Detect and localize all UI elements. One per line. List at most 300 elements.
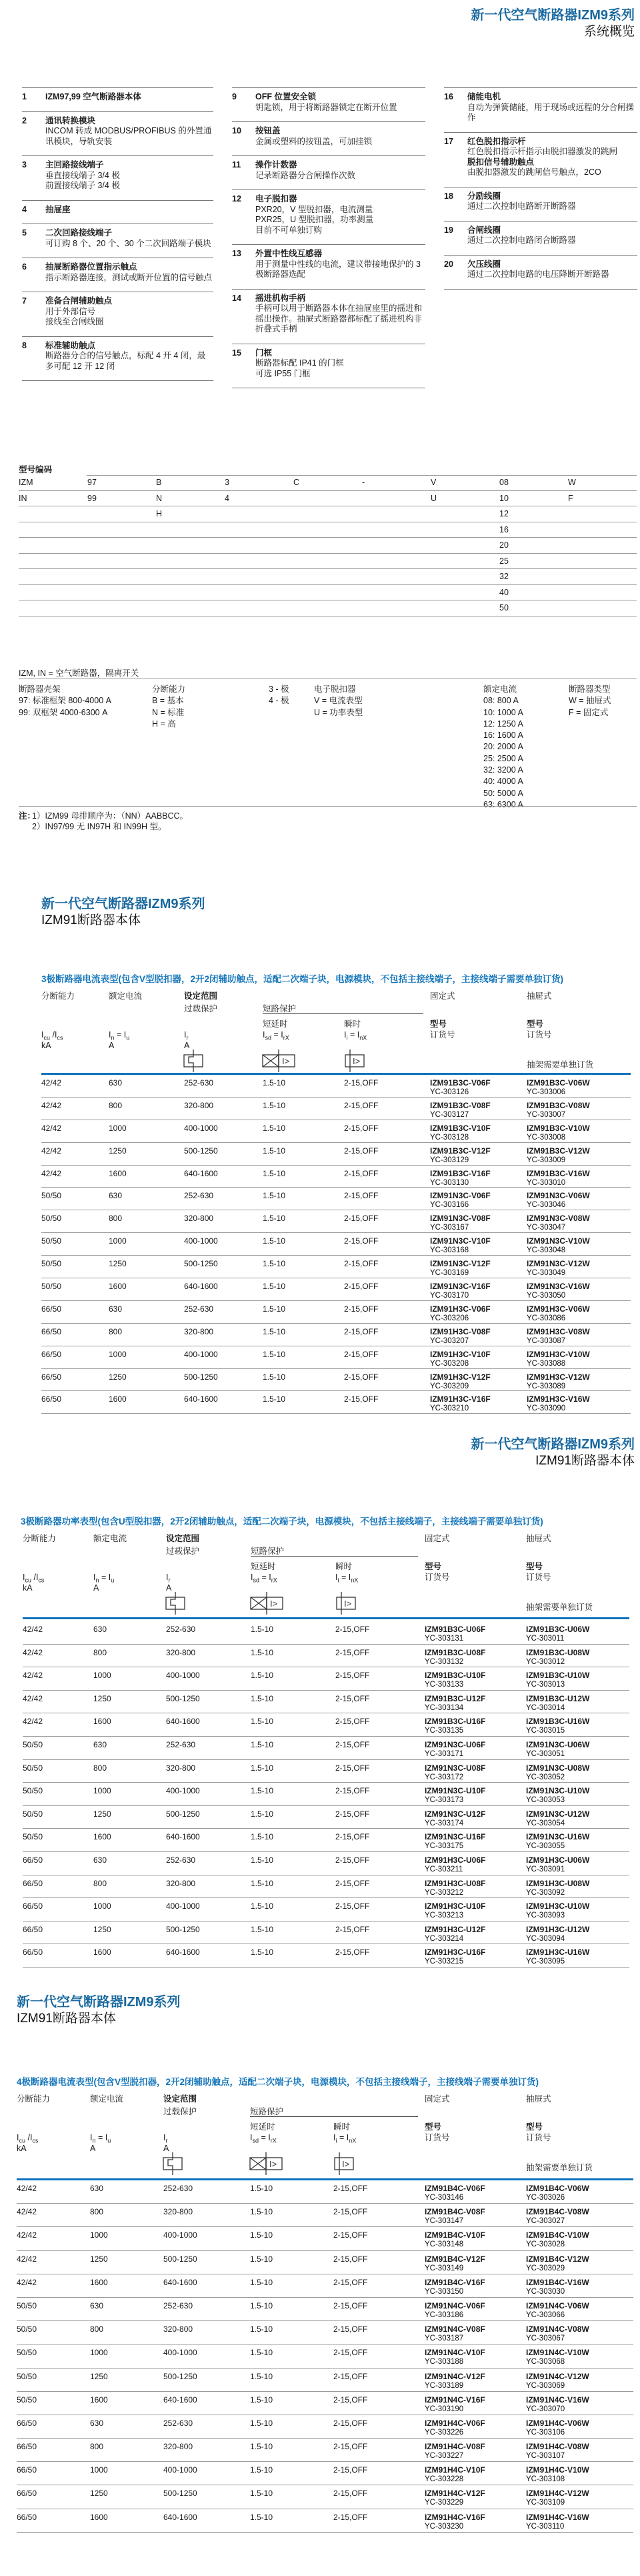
part-line: 断路器标配 IP41 的门框 <box>255 358 344 368</box>
withdrawable-order-number: YC-303046 <box>527 1201 566 1210</box>
table-title: 3极断路器功率表型(包含U型脱扣器，2开2闭辅助触点，适配二次端子块，电源模块，不包括主接线端子，主接线端子需要单独订货) <box>21 1517 543 1527</box>
table-row <box>23 1691 629 1714</box>
part-lines <box>255 249 425 280</box>
cell-breaking-capacity: 66/50 <box>17 2465 37 2475</box>
section-header <box>471 1436 635 1469</box>
product-table-rows <box>41 1075 631 1414</box>
cell-short-delay: 1.5-10 <box>263 1304 286 1314</box>
fixed-order-number: YC-303190 <box>425 2405 464 2413</box>
model-label: 型号 <box>526 2122 543 2132</box>
part-line: 操作计数器 <box>255 160 297 169</box>
order-number-label: 订货号 <box>527 1030 552 1039</box>
table-row <box>23 1806 629 1829</box>
withdrawable-model: IZM91H3C-V08W <box>527 1326 590 1336</box>
cell-instantaneous: 2-15,OFF <box>335 1739 370 1749</box>
cell-withdrawable <box>527 1214 631 1232</box>
model-code-rows <box>19 475 637 616</box>
cell-overload-range: 640-1600 <box>166 1717 200 1727</box>
withdrawable-model: IZM91N3C-V06W <box>527 1191 590 1201</box>
cell-fixed <box>425 2395 526 2415</box>
part-item <box>444 221 637 255</box>
instantaneous-icon <box>329 2152 359 2175</box>
cell-rated-current: 1250 <box>90 2254 108 2264</box>
cell-fixed <box>425 2324 526 2344</box>
part-line: 主回路接线端子 <box>45 160 104 169</box>
cell-rated-current: 1000 <box>109 1236 127 1246</box>
withdrawable-model: IZM91B3C-V12W <box>527 1146 590 1156</box>
order-number-label: 订货号 <box>526 1573 551 1582</box>
withdrawable-model: IZM91H4C-V08W <box>526 2442 589 2452</box>
cell-withdrawable <box>526 2442 633 2461</box>
cell-instantaneous: 2-15,OFF <box>335 1924 370 1934</box>
cell-overload-range: 640-1600 <box>166 1832 200 1842</box>
legend-line: 3 - 极 <box>269 685 289 694</box>
legend-line: 99: 双框架 4000-6300 A <box>19 707 108 717</box>
table-row <box>17 2485 633 2509</box>
fixed-model: IZM91N3C-U12F <box>425 1809 486 1819</box>
fixed-order-number: YC-303147 <box>425 2217 464 2226</box>
cell-instantaneous: 2-15,OFF <box>335 1786 370 1796</box>
part-lines <box>255 160 425 181</box>
col-breaking-capacity-label: 分断能力 <box>17 2094 51 2104</box>
part-item <box>232 344 425 388</box>
withdrawable-order-number: YC-303090 <box>527 1404 566 1413</box>
cell-instantaneous: 2-15,OFF <box>344 1214 379 1224</box>
part-line: 由脱扣器激发的跳闸信号触点，2CO <box>467 167 601 177</box>
product-table-rows <box>23 1621 629 1968</box>
cell-instantaneous: 2-15,OFF <box>335 1693 370 1703</box>
cell-withdrawable <box>526 1925 629 1944</box>
col-rated-current-label: 额定电流 <box>93 1534 127 1543</box>
ii-symbol: $I_i = I_{nX}$ <box>333 2133 357 2144</box>
part-line: 红色脱扣指示杆指示由脱扣器激发的跳闸 <box>467 147 618 156</box>
cell-breaking-capacity: 66/50 <box>23 1878 43 1888</box>
product-table-header <box>23 1534 629 1619</box>
cell-fixed <box>430 1282 527 1300</box>
cell-short-delay: 1.5-10 <box>250 2512 273 2522</box>
fixed-order-number: YC-303227 <box>425 2452 464 2461</box>
cell-instantaneous: 2-15,OFF <box>335 1855 370 1865</box>
withdrawable-model: IZM91N3C-V12W <box>527 1259 590 1269</box>
cell-overload-range: 640-1600 <box>163 2395 197 2405</box>
part-number: 13 <box>232 249 241 258</box>
cell-breaking-capacity: 66/50 <box>41 1394 62 1404</box>
cell-withdrawable <box>526 2184 633 2203</box>
legend-line: 16: 1600 A <box>483 731 523 741</box>
fixed-order-number: YC-303171 <box>425 1749 464 1758</box>
model-legend-intro: IZM, IN = 空气断路器，隔离开关 <box>19 669 139 678</box>
cell-fixed <box>430 1101 527 1120</box>
cell-instantaneous: 2-15,OFF <box>333 2277 368 2287</box>
cell-fixed <box>430 1146 527 1165</box>
icu-ics-symbol: $I_{cu}$ $/I_{cs}$ <box>23 1573 45 1584</box>
in-iu-symbol: $I_n = I_u$ <box>109 1030 130 1041</box>
part-text <box>255 249 425 280</box>
cell-fixed <box>425 1855 526 1875</box>
cell-withdrawable <box>526 1740 629 1759</box>
cell-withdrawable <box>526 2419 633 2438</box>
model-code-cell: 12 <box>499 509 509 519</box>
part-line: 断路器分合的信号触点，标配 4 开 4 闭，最多可配 12 开 12 闭 <box>45 351 206 371</box>
fixed-model: IZM91B4C-V06F <box>425 2184 485 2193</box>
fixed-model: IZM91N4C-V10F <box>425 2348 485 2358</box>
cell-short-delay: 1.5-10 <box>251 1693 274 1703</box>
unit-a: A <box>184 1041 190 1050</box>
parts-items <box>444 87 637 289</box>
fixed-model: IZM91H4C-V08F <box>425 2442 485 2452</box>
fixed-model: IZM91H3C-V10F <box>430 1349 491 1359</box>
part-line: PXR20，V 型脱扣器，电流测量 <box>255 204 373 214</box>
withdrawable-order-number: YC-303006 <box>527 1088 566 1096</box>
legend-line: U = 功率表型 <box>314 707 363 717</box>
part-number: 7 <box>22 296 27 306</box>
model-code-cell: 08 <box>499 478 509 488</box>
short-circuit-protection-label: 短路保护 <box>251 1547 285 1556</box>
legend-line: 分断能力 <box>152 685 186 694</box>
section-header <box>41 895 205 929</box>
part-line: 通讯转换模块 <box>45 115 96 125</box>
cell-withdrawable <box>526 2395 633 2415</box>
cell-breaking-capacity: 66/50 <box>23 1855 43 1865</box>
legend-line: 4 - 极 <box>269 696 289 706</box>
in-iu-symbol: $I_n = I_u$ <box>90 2133 111 2144</box>
model-code-cell: 4 <box>225 493 229 503</box>
cell-short-delay: 1.5-10 <box>251 1878 274 1888</box>
withdrawable-order-number: YC-303086 <box>527 1314 566 1322</box>
cell-instantaneous: 2-15,OFF <box>335 1948 370 1958</box>
cell-short-delay: 1.5-10 <box>263 1100 286 1110</box>
part-text <box>467 137 637 178</box>
cell-breaking-capacity: 66/50 <box>17 2442 37 2452</box>
cell-breaking-capacity: 50/50 <box>17 2324 37 2334</box>
instantaneous-label: 瞬时 <box>344 1019 361 1029</box>
cell-withdrawable <box>527 1372 631 1391</box>
cell-rated-current: 1000 <box>109 1349 127 1359</box>
part-number: 14 <box>232 293 241 303</box>
model-code-row <box>19 506 637 522</box>
cell-fixed <box>430 1327 527 1346</box>
withdrawable-order-number: YC-303094 <box>526 1934 565 1943</box>
cell-withdrawable <box>527 1259 631 1278</box>
part-line: 前置接线端子 3/4 极 <box>45 181 120 190</box>
withdrawable-model: IZM91N4C-V10W <box>526 2348 589 2358</box>
fixed-model: IZM91N3C-U06F <box>425 1739 486 1749</box>
cell-overload-range: 400-1000 <box>184 1123 218 1133</box>
short-delay-icon <box>260 1049 297 1072</box>
cell-rated-current: 800 <box>109 1100 123 1110</box>
note-row <box>19 811 188 822</box>
cell-instantaneous: 2-15,OFF <box>344 1304 379 1314</box>
cell-fixed <box>425 1948 526 1967</box>
fixed-model: IZM91B3C-V10F <box>430 1123 491 1133</box>
isd-symbol: $I_{sd} = I_{rX}$ <box>263 1030 289 1041</box>
fixed-model: IZM91N3C-U10F <box>425 1786 486 1796</box>
cell-fixed <box>425 2465 526 2485</box>
cell-breaking-capacity: 50/50 <box>41 1282 62 1292</box>
ii-symbol: $I_i = I_{nX}$ <box>344 1030 367 1041</box>
cell-breaking-capacity: 50/50 <box>17 2371 37 2381</box>
part-item <box>444 187 637 221</box>
section-header-subtitle: IZM91断路器本体 <box>17 2012 116 2026</box>
section-header-series: 新一代空气断路器IZM9系列 <box>17 1995 181 2010</box>
part-lines <box>467 92 637 123</box>
svg-text:I>: I> <box>353 1056 361 1066</box>
cell-rated-current: 1600 <box>93 1948 111 1958</box>
model-label: 型号 <box>425 1562 442 1571</box>
cell-rated-current: 1000 <box>109 1123 127 1133</box>
legend-line: F = 固定式 <box>569 707 609 717</box>
cell-breaking-capacity: 50/50 <box>41 1259 62 1269</box>
legend-line: 20: 2000 A <box>483 742 523 752</box>
withdrawable-order-number: YC-303049 <box>527 1269 566 1278</box>
cell-instantaneous: 2-15,OFF <box>333 2207 368 2217</box>
cell-withdrawable <box>527 1146 631 1165</box>
cell-overload-range: 400-1000 <box>166 1671 200 1681</box>
cell-instantaneous: 2-15,OFF <box>344 1123 379 1133</box>
fixed-model: IZM91H3C-V16F <box>430 1394 491 1404</box>
part-line: 用于外部信号 <box>45 306 96 316</box>
model-code-cell: IZM <box>19 478 33 488</box>
part-item <box>22 87 213 111</box>
cell-instantaneous: 2-15,OFF <box>344 1146 379 1156</box>
order-number-label: 订货号 <box>425 2133 450 2142</box>
part-number: 19 <box>444 225 453 235</box>
part-line: 手柄可以用于断路器本体在抽屉座里的摇进和摇出操作。抽屉式断路器都标配了摇进机构非折叠式手柄 <box>255 304 423 334</box>
cell-overload-range: 400-1000 <box>163 2230 197 2240</box>
part-line: 准备合闸辅助触点 <box>45 296 113 306</box>
withdrawable-order-number: YC-303012 <box>526 1657 565 1666</box>
withdrawable-order-number: YC-303088 <box>527 1359 566 1368</box>
cell-instantaneous: 2-15,OFF <box>335 1625 370 1634</box>
fixed-order-number: YC-303130 <box>430 1178 469 1187</box>
cell-overload-range: 252-630 <box>163 2418 193 2428</box>
parts-items <box>22 87 213 380</box>
table-row <box>23 1829 629 1852</box>
divider <box>22 380 213 381</box>
part-number: 4 <box>22 204 27 214</box>
note-line: 2）IN97/99 无 IN97H 和 IN99H 型。 <box>32 821 167 831</box>
part-item <box>232 289 425 344</box>
order-number-label: 订货号 <box>430 1030 455 1039</box>
legend-line: 32: 3200 A <box>483 765 523 775</box>
cell-fixed <box>425 2184 526 2203</box>
table-row <box>17 2227 633 2250</box>
cell-instantaneous: 2-15,OFF <box>344 1372 379 1382</box>
cell-withdrawable <box>526 2207 633 2226</box>
cell-instantaneous: 2-15,OFF <box>335 1809 370 1819</box>
cell-rated-current: 1250 <box>109 1372 127 1382</box>
cell-withdrawable <box>526 2324 633 2344</box>
cell-fixed <box>425 1809 526 1829</box>
ir-symbol: $I_r$ <box>166 1573 171 1584</box>
cell-instantaneous: 2-15,OFF <box>333 2184 368 2193</box>
part-lines <box>45 262 213 283</box>
cell-rated-current: 1000 <box>93 1786 111 1796</box>
withdrawable-order-number: YC-303093 <box>526 1911 565 1920</box>
cell-fixed <box>425 1671 526 1690</box>
cell-short-delay: 1.5-10 <box>263 1214 286 1224</box>
divider <box>263 1013 423 1014</box>
table-row <box>23 1944 629 1968</box>
withdrawable-model: IZM91B4C-V08W <box>526 2207 589 2217</box>
cell-short-delay: 1.5-10 <box>251 1832 274 1842</box>
table-row <box>17 2369 633 2392</box>
part-lines <box>255 294 425 335</box>
cell-short-delay: 1.5-10 <box>250 2230 273 2240</box>
cell-breaking-capacity: 42/42 <box>23 1671 43 1681</box>
model-code-row <box>19 600 637 616</box>
svg-text:I>: I> <box>342 2159 350 2169</box>
note-row <box>19 822 188 833</box>
fixed-order-number: YC-303134 <box>425 1703 464 1712</box>
table-row <box>17 2274 633 2298</box>
fixed-model: IZM91N3C-V08F <box>430 1214 491 1224</box>
cell-short-delay: 1.5-10 <box>251 1717 274 1727</box>
part-line: 自动为弹簧储能，用于现场或远程的分合闸操作 <box>467 102 635 122</box>
cell-short-delay: 1.5-10 <box>250 2395 273 2405</box>
fixed-model: IZM91N3C-V10F <box>430 1236 491 1246</box>
cell-breaking-capacity: 66/50 <box>23 1948 43 1958</box>
model-code-row <box>19 522 637 538</box>
cell-breaking-capacity: 42/42 <box>41 1123 62 1133</box>
table-row <box>41 1346 631 1369</box>
withdrawable-order-number: YC-303051 <box>526 1749 565 1758</box>
col-setting-range-label: 设定范围 <box>184 991 218 1001</box>
fixed-model: IZM91H3C-V12F <box>430 1372 491 1382</box>
fixed-model: IZM91B3C-V08F <box>430 1100 491 1110</box>
withdrawable-model: IZM91H3C-V12W <box>527 1372 590 1382</box>
cell-breaking-capacity: 66/50 <box>41 1326 62 1336</box>
cell-overload-range: 252-630 <box>184 1078 214 1088</box>
part-item <box>22 292 213 336</box>
withdrawable-model: IZM91B4C-V10W <box>526 2230 589 2240</box>
fixed-order-number: YC-303166 <box>430 1201 469 1210</box>
cell-short-delay: 1.5-10 <box>250 2324 273 2334</box>
overload-protection-icon <box>180 1049 207 1072</box>
cell-breaking-capacity: 42/42 <box>17 2207 37 2217</box>
legend-line: 40: 4000 A <box>483 777 523 787</box>
cell-fixed <box>430 1350 527 1368</box>
withdrawable-model: IZM91N3C-U06W <box>526 1739 590 1749</box>
cell-fixed <box>425 1901 526 1921</box>
withdrawable-order-number: YC-303110 <box>526 2522 565 2531</box>
cell-short-delay: 1.5-10 <box>251 1924 274 1934</box>
table-row <box>17 2344 633 2368</box>
col-withdrawable-label: 抽屉式 <box>527 991 552 1001</box>
legend-line: 电子脱扣器 <box>314 685 356 694</box>
cell-overload-range: 320-800 <box>163 2207 193 2217</box>
model-code-cell: C <box>293 478 300 488</box>
fixed-model: IZM91B3C-V06F <box>430 1078 491 1088</box>
model-code-cell: 3 <box>225 478 229 488</box>
col-fixed-label: 固定式 <box>430 991 455 1001</box>
fixed-model: IZM91N4C-V12F <box>425 2371 485 2381</box>
cell-breaking-capacity: 66/50 <box>23 1901 43 1911</box>
cell-fixed <box>425 1717 526 1736</box>
withdrawable-order-number: YC-303108 <box>526 2475 565 2484</box>
part-item <box>232 87 425 121</box>
fixed-order-number: YC-303211 <box>425 1865 463 1873</box>
withdrawable-model: IZM91B3C-V16W <box>527 1168 590 1178</box>
cell-short-delay: 1.5-10 <box>251 1739 274 1749</box>
col-fixed-label: 固定式 <box>425 2094 450 2104</box>
part-line: PXR25，U 型脱扣器，功率测量 <box>255 215 374 224</box>
part-text <box>255 160 425 181</box>
cell-rated-current: 630 <box>109 1304 123 1314</box>
part-lines <box>467 191 637 212</box>
part-line: 欠压线圈 <box>467 259 501 269</box>
part-line: 合闸线圈 <box>467 225 501 235</box>
part-lines <box>45 92 213 103</box>
withdrawable-model: IZM91H4C-V10W <box>526 2465 589 2475</box>
cell-short-delay: 1.5-10 <box>263 1259 286 1269</box>
cell-withdrawable <box>526 1786 629 1805</box>
table-row <box>41 1301 631 1324</box>
withdrawable-model: IZM91N3C-U10W <box>526 1786 590 1796</box>
overload-protection-label: 过载保护 <box>163 2107 197 2116</box>
cell-withdrawable <box>526 1671 629 1690</box>
withdrawable-order-number: YC-303068 <box>526 2358 565 2367</box>
part-lines <box>45 296 213 328</box>
fixed-model: IZM91H3C-U12F <box>425 1924 486 1934</box>
in-iu-symbol: $I_n = I_u$ <box>93 1573 115 1584</box>
fixed-model: IZM91H3C-U16F <box>425 1948 486 1958</box>
cell-withdrawable <box>526 1832 629 1851</box>
part-lines <box>255 92 425 113</box>
cell-instantaneous: 2-15,OFF <box>333 2418 368 2428</box>
cell-withdrawable <box>526 2372 633 2391</box>
cell-overload-range: 500-1250 <box>184 1146 218 1156</box>
withdrawable-model: IZM91N3C-V08W <box>527 1214 590 1224</box>
cell-overload-range: 400-1000 <box>184 1236 218 1246</box>
cell-breaking-capacity: 50/50 <box>23 1786 43 1796</box>
cell-overload-range: 252-630 <box>184 1304 214 1314</box>
cell-overload-range: 500-1250 <box>166 1693 200 1703</box>
withdrawable-order-number: YC-303089 <box>527 1382 566 1390</box>
cell-instantaneous: 2-15,OFF <box>335 1763 370 1773</box>
legend-line: 额定电流 <box>483 685 517 694</box>
parts-items <box>232 87 425 388</box>
withdrawable-model: IZM91N4C-V16W <box>526 2395 589 2405</box>
withdrawable-order-number: YC-303107 <box>526 2452 565 2461</box>
cell-rated-current: 630 <box>90 2418 104 2428</box>
model-code-cell: - <box>362 478 365 488</box>
cell-withdrawable <box>526 2489 633 2508</box>
cell-overload-range: 400-1000 <box>166 1786 200 1796</box>
part-item <box>444 255 637 289</box>
unit-a: A <box>90 2144 96 2153</box>
withdrawable-order-number: YC-303091 <box>526 1865 565 1873</box>
overload-protection-label: 过载保护 <box>166 1547 200 1556</box>
part-number: 18 <box>444 191 453 201</box>
part-text <box>467 260 637 280</box>
cell-fixed <box>430 1078 527 1097</box>
model-code-cell: 97 <box>87 478 97 488</box>
fixed-order-number: YC-303208 <box>430 1359 469 1368</box>
unit-ka: kA <box>23 1583 33 1593</box>
part-text <box>45 160 213 191</box>
part-text <box>255 194 425 236</box>
cell-overload-range: 500-1250 <box>166 1924 200 1934</box>
part-line: 摇进机构手柄 <box>255 293 306 303</box>
cell-instantaneous: 2-15,OFF <box>333 2442 368 2452</box>
table-row <box>41 1120 631 1143</box>
part-line: 按钮盖 <box>255 126 281 135</box>
part-text <box>255 348 425 380</box>
withdrawable-model: IZM91B3C-U12W <box>526 1693 590 1703</box>
legend-line: 断路器壳架 <box>19 685 61 694</box>
part-lines <box>467 137 637 178</box>
